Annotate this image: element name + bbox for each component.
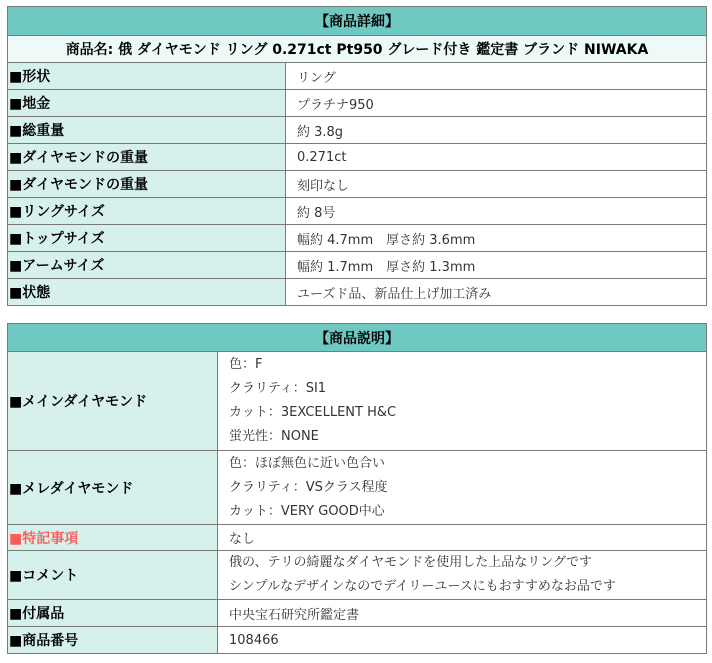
table-row xyxy=(8,63,707,90)
product-description-table xyxy=(7,323,707,654)
comment-label: ■コメント xyxy=(8,551,218,600)
row-value: ユーズド品、新品仕上げ加工済み xyxy=(286,279,707,306)
row-value: 幅約 1.7mm 厚さ約 1.3mm xyxy=(286,252,707,279)
table-row xyxy=(8,252,707,279)
accessories-value: 中央宝石研究所鑑定書 xyxy=(218,600,707,627)
main-diamond-clarity: クラリティ：SI1 xyxy=(229,381,327,396)
row-label: ■アームサイズ xyxy=(8,252,286,279)
item-number-label: ■商品番号 xyxy=(8,627,218,654)
table-row xyxy=(8,117,707,144)
main-diamond-cut: カット：3EXCELLENT H&C xyxy=(229,405,397,420)
special-notes-row xyxy=(8,525,707,551)
main-diamond-label: ■メインダイヤモンド xyxy=(8,352,218,451)
main-diamond-row xyxy=(8,352,707,451)
main-diamond-color: 色：F xyxy=(229,357,263,372)
row-label: ■ダイヤモンドの重量 xyxy=(8,144,286,171)
table-row xyxy=(8,171,707,198)
comment-row xyxy=(8,551,707,600)
row-value: 約 3.8g xyxy=(286,117,707,144)
table-row xyxy=(8,225,707,252)
row-value: 刻印なし xyxy=(286,171,707,198)
row-value: 約 8号 xyxy=(286,198,707,225)
item-number-row xyxy=(8,627,707,654)
table-row xyxy=(8,90,707,117)
accessories-row xyxy=(8,600,707,627)
row-label: ■リングサイズ xyxy=(8,198,286,225)
main-diamond-fluorescence: 蛍光性：NONE xyxy=(229,429,319,444)
melee-diamond-row xyxy=(8,451,707,525)
special-notes-value: なし xyxy=(218,525,707,551)
melee-diamond-cut: カット：VERY GOOD中心 xyxy=(229,503,385,519)
item-number-value: 108466 xyxy=(218,627,707,654)
row-value: 幅約 4.7mm 厚さ約 3.6mm xyxy=(286,225,707,252)
table-row xyxy=(8,279,707,306)
melee-diamond-color: 色：ほぼ無色に近い色合い xyxy=(229,455,386,471)
special-notes-label: ■特記事項 xyxy=(8,525,218,551)
row-value: プラチナ950 xyxy=(286,90,707,117)
row-value: 0.271ct xyxy=(286,144,707,171)
details-header: 【商品詳細】 xyxy=(8,7,707,36)
row-label: ■トップサイズ xyxy=(8,225,286,252)
melee-diamond-clarity: クラリティ：VSクラス程度 xyxy=(229,479,388,495)
product-details-table xyxy=(7,6,707,306)
melee-diamond-details xyxy=(218,451,707,525)
row-label: ■地金 xyxy=(8,90,286,117)
row-label: ■ダイヤモンドの重量 xyxy=(8,171,286,198)
main-diamond-details xyxy=(218,352,707,451)
accessories-label: ■付属品 xyxy=(8,600,218,627)
row-label: ■状態 xyxy=(8,279,286,306)
product-name: 商品名: 俄 ダイヤモンド リング 0.271ct Pt950 グレード付き 鑑定書 ブランド NIWAKA xyxy=(8,36,707,63)
table-row xyxy=(8,198,707,225)
melee-diamond-label: ■メレダイヤモンド xyxy=(8,451,218,525)
table-row xyxy=(8,144,707,171)
row-label: ■総重量 xyxy=(8,117,286,144)
description-header: 【商品説明】 xyxy=(8,324,707,352)
comment-text xyxy=(218,551,707,600)
comment-line: シンプルなデザインなのでデイリーユースにもおすすめなお品です xyxy=(229,579,616,594)
row-value: リング xyxy=(286,63,707,90)
comment-line: 俄の、テリの綺麗なダイヤモンドを使用した上品なリングです xyxy=(229,555,592,570)
row-label: ■形状 xyxy=(8,63,286,90)
